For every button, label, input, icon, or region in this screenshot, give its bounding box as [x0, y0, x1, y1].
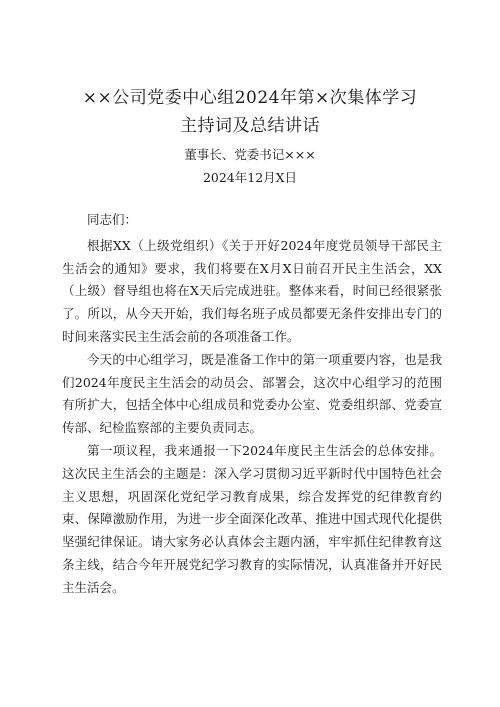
document-title-line2: 主持词及总结讲话	[180, 116, 320, 136]
document-author: 董事长、党委书记×××	[184, 147, 316, 162]
paragraph-2: 今天的中心组学习，既是准备工作中的第一项重要内容，也是我们2024年度民主生活会的动员会、部署会，这次中心组学习的范围有所扩大，包括全体中心组成员和党委办公室、党委组织部、党委宣传部、纪检监察部的主要负责同志。	[62, 351, 442, 436]
paragraph-1: 根据XX（上级党组织）《关于开好2024年度党员领导干部民主生活会的通知》要求，我们将要在X月X日前召开民主生活会，XX（上级）督导组也将在X天后完成进驻。整体来看，时间已经很紧张了。所以，从今天开始，我们每名班子成员都要无条件安排出专门的时间来落实民主生活会前的各项准备工作。	[62, 237, 442, 344]
document-date: 2024年12月X日	[202, 170, 298, 185]
paragraph-3: 第一项议程，我来通报一下2024年度民主生活会的总体安排。这次民主生活会的主题是：深入学习贯彻习近平新时代中国特色社会主义思想，巩固深化党纪学习教育成果，综合发挥党的纪律教育约束、保障激励作用，为进一步全面深化改革、推进中国式现代化提供坚强纪律保证。请大家务必认真体会主题内涵，牢牢抓住纪律教育这条主线，结合今年开展党纪学习教育的实际情况，认真准备并开好民主生活会。	[62, 442, 442, 595]
document-title-line1: ××公司党委中心组2024年第×次集体学习	[82, 88, 418, 108]
greeting: 同志们：	[87, 212, 138, 227]
document-body	[62, 209, 442, 600]
